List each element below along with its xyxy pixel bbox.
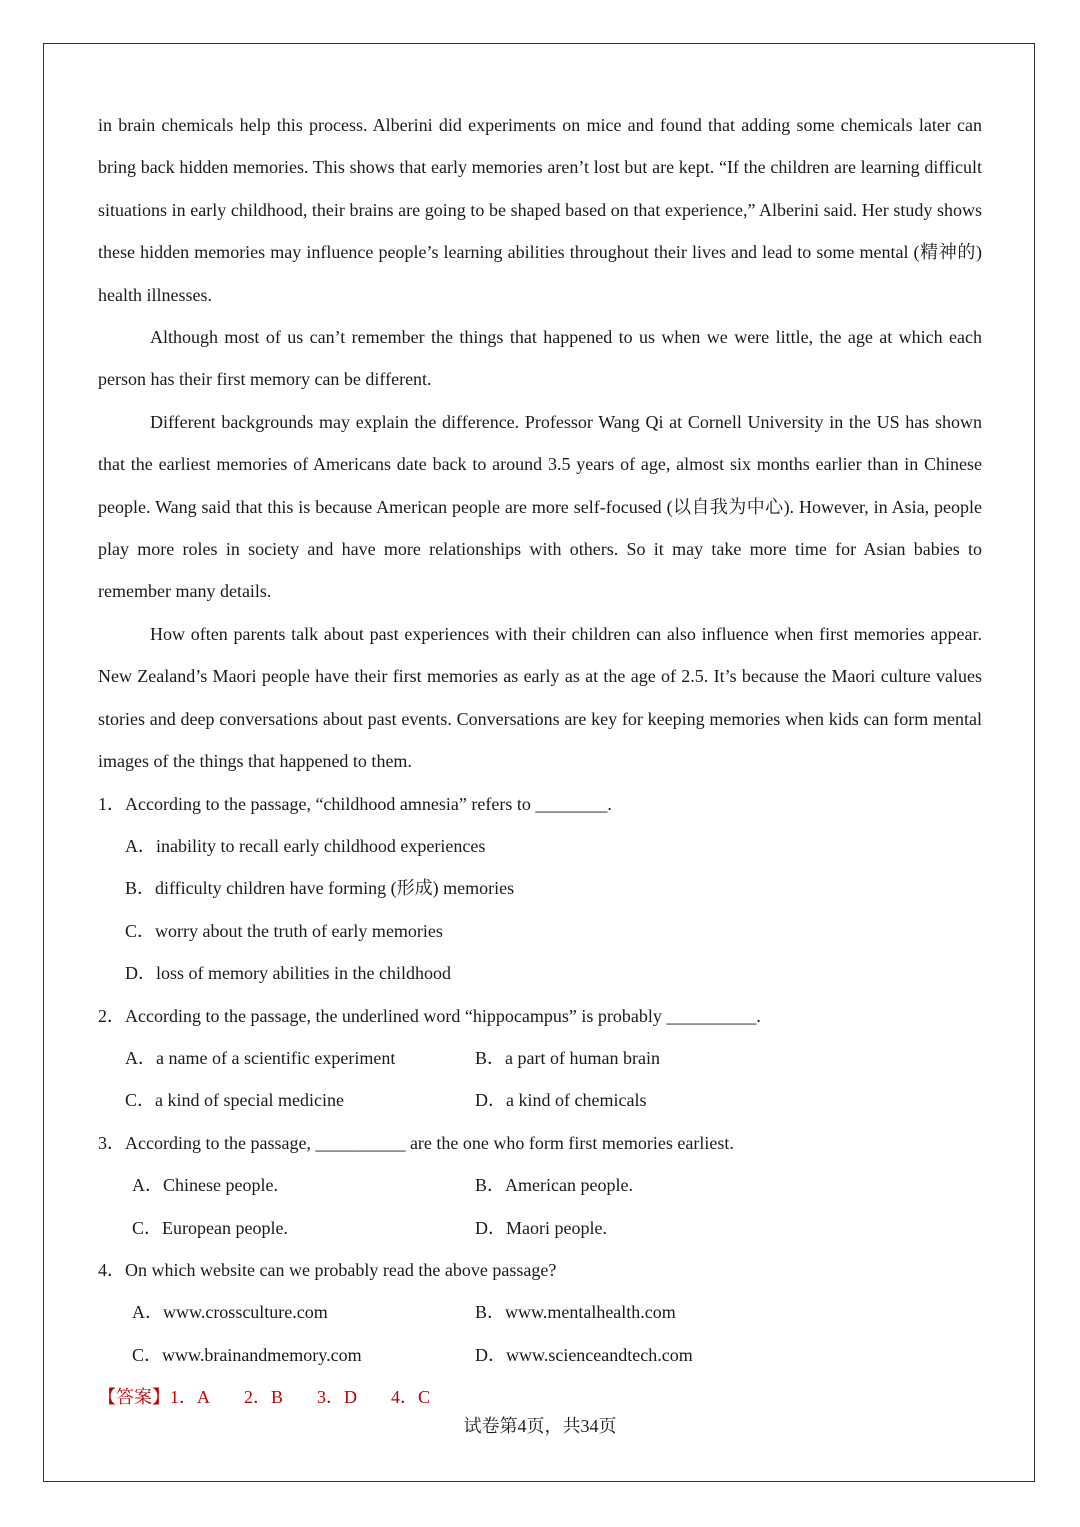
question-1-option-row [98, 910, 982, 952]
passage-paragraph: How often parents talk about past experiences with their children can also influence when first memories appear. New Zealand’s Maori people have their first memories as early as at the age of 2.5. It’s because the Maori culture values stories and deep conversations about past events. Conversations are key for keeping memories when kids can form mental images of the things that happened to them. [98, 623, 982, 772]
question-3-stem: 3．According to the passage, __________ are the one who form first memories earliest. [98, 1132, 734, 1153]
question-2-option-row [98, 1079, 982, 1121]
answer-item: 1．A [170, 1387, 210, 1408]
question-1-option-d: D．loss of memory abilities in the childhood [125, 963, 451, 984]
passage-paragraph: in brain chemicals help this process. Alberini did experiments on mice and found that adding some chemicals later can bring back hidden memories. This shows that early memories aren’t lost but are kept. “If the children are learning difficult situations in early childhood, their brains are going to be shaped based on that experience,” Alberini said. Her study shows these hidden memories may influence people’s learning abilities throughout their lives and lead to some mental (精神的) health illnesses. [98, 115, 982, 305]
question-4-option-b: B．www.mentalhealth.com [475, 1302, 676, 1323]
question-4-stem: 4．On which website can we probably read the above passage? [98, 1259, 557, 1280]
question-2-option-d: D．a kind of chemicals [475, 1090, 647, 1111]
question-4-option-c: C．www.brainandmemory.com [132, 1344, 362, 1365]
question-2-option-a: A．a name of a scientific experiment [125, 1047, 396, 1068]
question-4-option-a: A．www.crossculture.com [132, 1302, 328, 1323]
question-1-option-row [98, 952, 982, 994]
question-1-option-row [98, 867, 982, 909]
question-2-option-c: C．a kind of special medicine [125, 1090, 344, 1111]
question-4-option-row [98, 1291, 982, 1333]
question-3-option-d: D．Maori people. [475, 1217, 607, 1238]
answer-label: 【答案】 [98, 1387, 170, 1408]
question-3-option-row [98, 1207, 982, 1249]
question-4-option-row [98, 1334, 982, 1376]
question-3-option-c: C．European people. [132, 1217, 288, 1238]
answer-item: 3．D [317, 1387, 358, 1408]
question-1-option-b: B．difficulty children have forming (形成) memories [125, 878, 515, 899]
question-3-option-row [98, 1164, 982, 1206]
question-2-option-row [98, 1037, 982, 1079]
page-footer: 试卷第4页，共34页 [463, 1416, 617, 1436]
question-3-option-a: A．Chinese people. [132, 1175, 278, 1196]
question-4-option-d: D．www.scienceandtech.com [475, 1344, 693, 1365]
passage-paragraph: Different backgrounds may explain the difference. Professor Wang Qi at Cornell University in the US has shown that the earliest memories of Americans date back to around 3.5 years of age, almost six months earlier than in Chinese people. Wang said that this is because American people are more self-focused (以自我为中心). However, in Asia, people play more roles in society and have more relationships with others. So it may take more time for Asian babies to remember many details. [98, 411, 982, 602]
question-1-option-c: C．worry about the truth of early memories [125, 920, 443, 941]
answer-item: 2．B [244, 1387, 284, 1408]
question-3-option-b: B．American people. [475, 1175, 633, 1196]
passage-paragraph: Although most of us can’t remember the things that happened to us when we were little, the age at which each person has their first memory can be different. [98, 327, 982, 390]
page-content [98, 104, 982, 1419]
question-1-option-a: A．inability to recall early childhood experiences [125, 835, 486, 856]
answer-item: 4．C [391, 1387, 431, 1408]
question-1-stem: 1．According to the passage, “childhood amnesia” refers to ________. [98, 793, 612, 814]
question-2-option-b: B．a part of human brain [475, 1047, 660, 1068]
question-1-option-row [98, 825, 982, 867]
question-2-stem: 2．According to the passage, the underlined word “hippocampus” is probably __________. [98, 1005, 761, 1026]
